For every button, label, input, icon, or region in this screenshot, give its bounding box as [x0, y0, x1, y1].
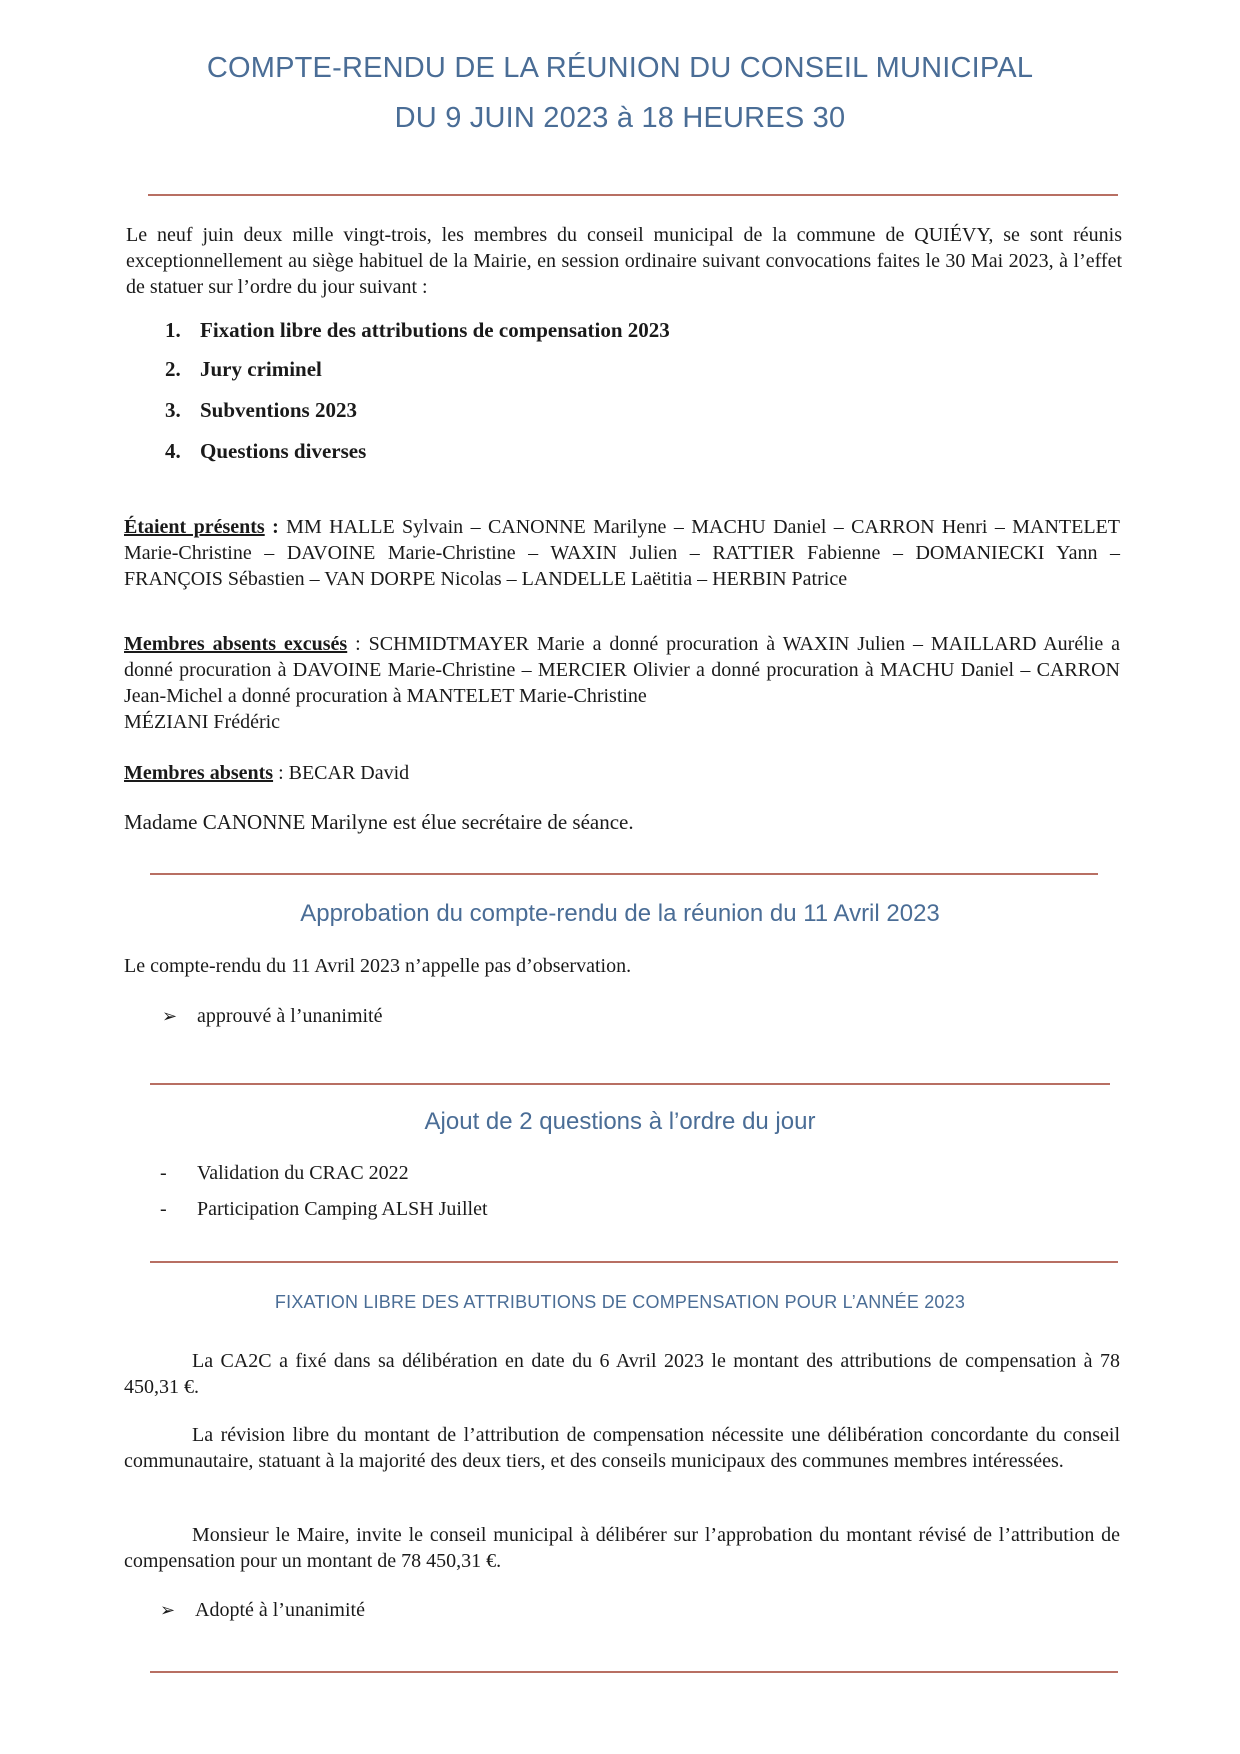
agenda-item: Jury criminel: [200, 357, 322, 381]
agenda-item: Questions diverses: [200, 439, 367, 463]
approval-text: Le compte-rendu du 11 Avril 2023 n’appelle pas d’observation.: [124, 955, 632, 977]
divider: [150, 1261, 1118, 1263]
divider: [150, 1671, 1118, 1673]
section-title-compensation: FIXATION LIBRE DES ATTRIBUTIONS DE COMPENSATION POUR L’ANNÉE 2023: [274, 1292, 966, 1312]
arrowhead-bullet-icon: ➢: [162, 1006, 178, 1026]
agenda-number: 4.: [165, 439, 181, 463]
excused-member-extra: MÉZIANI Frédéric: [124, 711, 281, 733]
document-title-line-1: COMPTE-RENDU DE LA RÉUNION DU CONSEIL MUNICIPAL: [206, 52, 1034, 84]
compensation-paragraph: [124, 1348, 1120, 1400]
section-title-added-questions: Ajout de 2 questions à l’ordre du jour: [424, 1108, 816, 1135]
divider: [150, 873, 1098, 875]
present-members-paragraph: Étaient présents : MM HALLE Sylvain – CANONNE Marilyne – MACHU Daniel – CARRON Henri – MANTELET Marie-Christine – DAVOINE Marie-Christine – WAXIN Julien – RATTIER Fabienne – DOMANIECKI Yann – FRANÇOIS Sébastien – VAN DORPE Nicolas – LANDELLE Laëtitia – HERBIN Patrice: [124, 516, 1120, 590]
document-title-line-2: DU 9 JUIN 2023 à 18 HEURES 30: [394, 102, 846, 134]
agenda-item: Subventions 2023: [200, 398, 357, 422]
compensation-paragraph: [124, 1422, 1120, 1474]
agenda-number: 1.: [165, 318, 181, 342]
compensation-paragraph-text: La révision libre du montant de l’attribution de compensation nécessite une délibération concordante du conseil communautaire, statuant à la majorité des deux tiers, et des conseils municipaux des communes membres intéressées.: [124, 1424, 1120, 1472]
present-members-list: MM HALLE Sylvain – CANONNE Marilyne – MACHU Daniel – CARRON Henri – MANTELET Marie-Christine – DAVOINE Marie-Christine – WAXIN Julien – RATTIER Fabienne – DOMANIECKI Yann – FRANÇOIS Sébastien – VAN DORPE Nicolas – LANDELLE Laëtitia – HERBIN Patrice: [124, 516, 1120, 590]
section-title-approval: Approbation du compte-rendu de la réunion du 11 Avril 2023: [300, 900, 940, 927]
added-question-item: Participation Camping ALSH Juillet: [197, 1198, 488, 1220]
intro-paragraph: Le neuf juin deux mille vingt-trois, les membres du conseil municipal de la commune de QUIÉVY, se sont réunis exceptionnellement au siège habituel de la Mairie, en session ordinaire suivant convocations faites le 30 Mai 2023, à l’effet de statuer sur l’ordre du jour suivant :: [126, 224, 1122, 298]
divider: [150, 1083, 1110, 1085]
absent-members-label: Membres absents: [124, 762, 274, 784]
agenda-item: Fixation libre des attributions de compensation 2023: [200, 318, 670, 342]
compensation-paragraph-text: Monsieur le Maire, invite le conseil municipal à délibérer sur l’approbation du montant révisé de l’attribution de compensation pour un montant de 78 450,31 €.: [124, 1524, 1120, 1572]
excused-members-label: Membres absents excusés: [124, 633, 348, 655]
arrowhead-bullet-icon: ➢: [160, 1600, 176, 1620]
divider: [148, 194, 1118, 196]
compensation-paragraph-text: La CA2C a fixé dans sa délibération en date du 6 Avril 2023 le montant des attributions de compensation à 78 450,31 €.: [124, 1350, 1120, 1398]
approval-result: approuvé à l’unanimité: [197, 1005, 383, 1027]
excused-members-paragraph: Membres absents excusés : SCHMIDTMAYER Marie a donné procuration à WAXIN Julien – MAILLARD Aurélie a donné procuration à DAVOINE Marie-Christine – MERCIER Olivier a donné procuration à MACHU Daniel – CARRON Jean-Michel a donné procuration à MANTELET Marie-Christine: [124, 633, 1120, 707]
absent-members-list: BECAR David: [288, 762, 410, 784]
added-question-item: Validation du CRAC 2022: [197, 1162, 409, 1184]
secretary-line: Madame CANONNE Marilyne est élue secrétaire de séance.: [124, 810, 634, 834]
present-members-label: Étaient présents: [124, 516, 265, 538]
compensation-result: Adopté à l’unanimité: [195, 1599, 365, 1621]
dash-bullet-icon: -: [160, 1198, 167, 1220]
agenda-number: 2.: [165, 357, 181, 381]
dash-bullet-icon: -: [160, 1162, 167, 1184]
absent-members-line: Membres absents : BECAR David: [124, 762, 410, 784]
compensation-paragraph: [124, 1522, 1120, 1574]
excused-members-list: SCHMIDTMAYER Marie a donné procuration à WAXIN Julien – MAILLARD Aurélie a donné procuration à DAVOINE Marie-Christine – MERCIER Olivier a donné procuration à MACHU Daniel – CARRON Jean-Michel a donné procuration à MANTELET Marie-Christine: [124, 633, 1120, 707]
agenda-number: 3.: [165, 398, 181, 422]
